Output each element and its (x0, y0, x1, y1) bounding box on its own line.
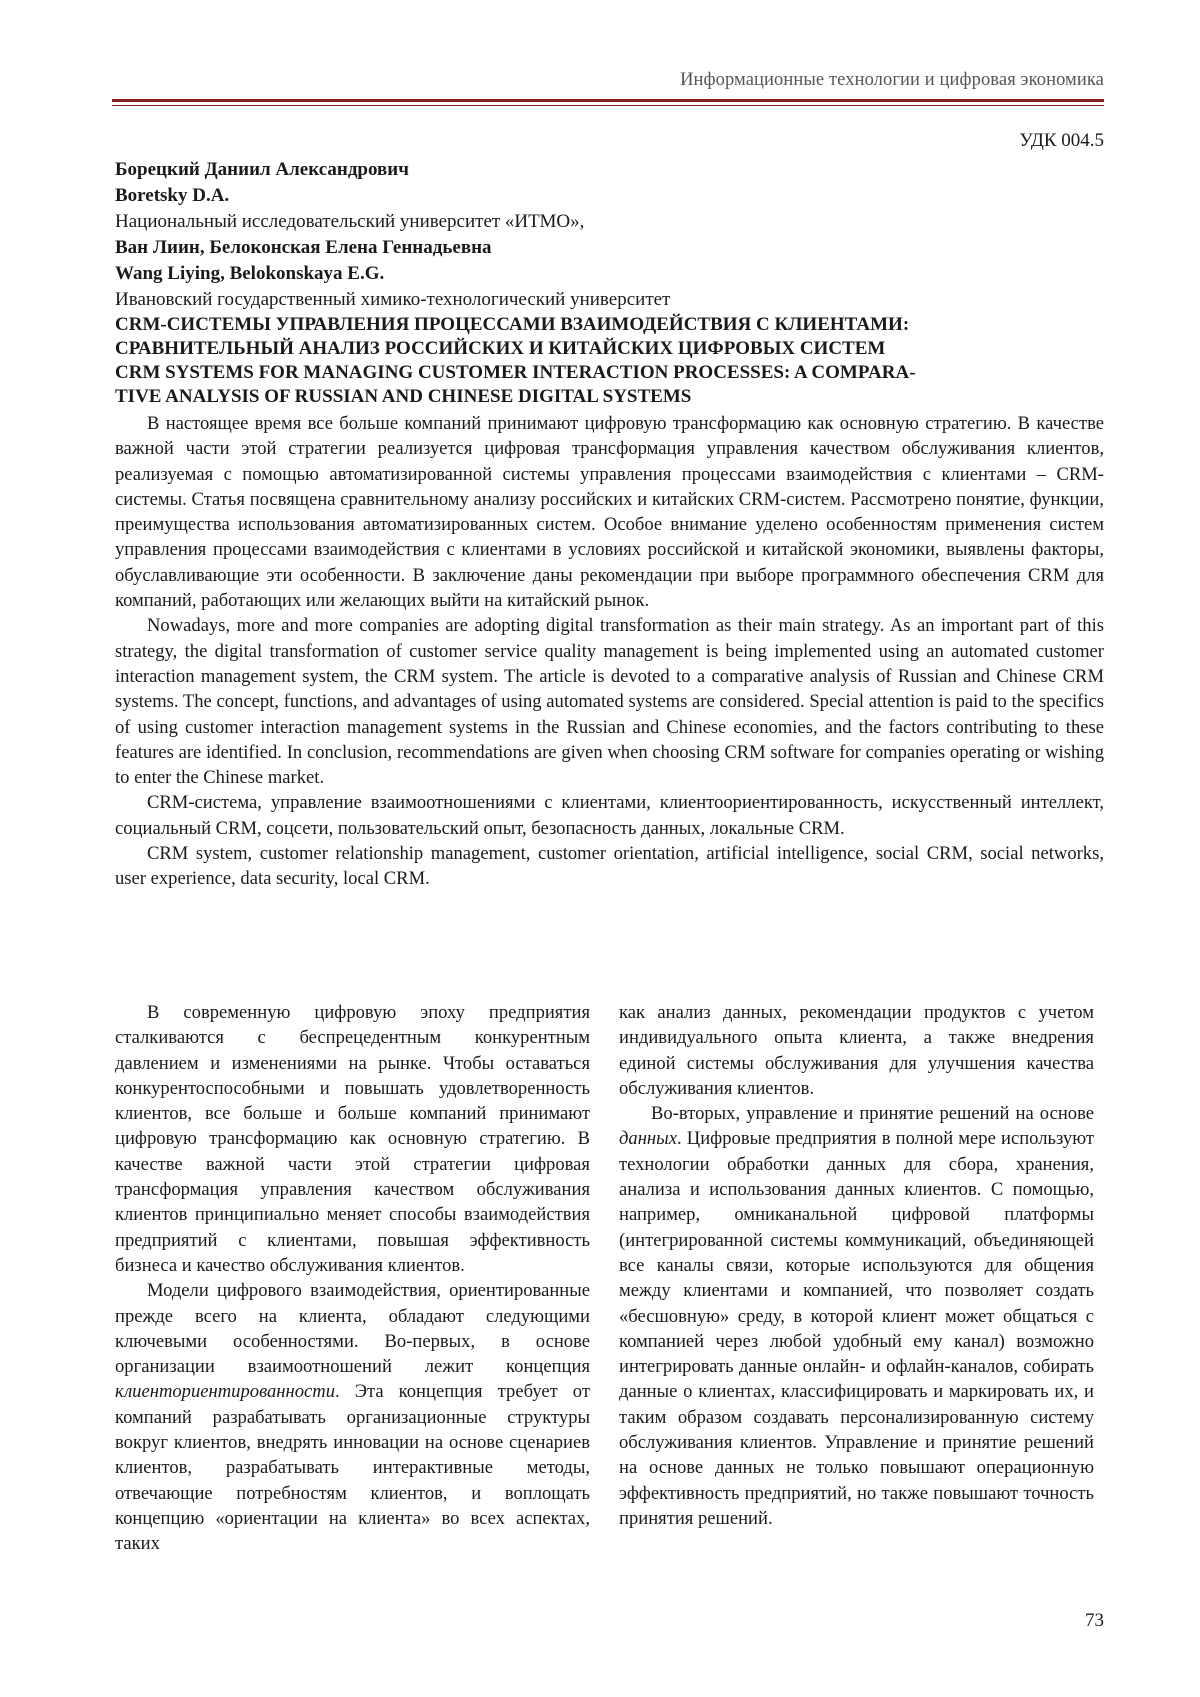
title-ru-line1: CRM-СИСТЕМЫ УПРАВЛЕНИЯ ПРОЦЕССАМИ ВЗАИМОДЕЙСТВИЯ С КЛИЕНТАМИ: (115, 314, 910, 335)
title-ru-line2: СРАВНИТЕЛЬНЫЙ АНАЛИЗ РОССИЙСКИХ И КИТАЙСКИХ ЦИФРОВЫХ СИСТЕМ (115, 338, 886, 359)
authors2-en: Wang Liying, Belokonskaya E.G. (115, 263, 385, 284)
keywords-en: CRM system, customer relationship management, customer orientation, artificial intelligence, social CRM, social networks, user experience, data security, local CRM. (115, 843, 1104, 890)
page-number: 73 (1085, 1610, 1104, 1631)
body-column-left (115, 1000, 590, 1557)
author1-en: Boretsky D.A. (115, 185, 230, 206)
abstract-ru: В настоящее время все больше компаний принимают цифровую трансформацию как основную стратегию. В качестве важной части этой стратегии реализуется цифровая трансформация управления качеством обслуживания клиентов, реализуемая с помощью автоматизированной системы управления процессами взаимодействия с клиентами – CRM-системы. Статья посвящена сравнительному анализу российских и китайских CRM-систем. Рассмотрено понятие, функции, преимущества использования автоматизированных систем. Особое внимание уделено особенностям применения систем управления процессами взаимодействия с клиентами в условиях российской и китайской экономики, выявлены факторы, обуславливающие эти особенности. В заключение даны рекомендации при выборе программного обеспечения CRM для компаний, работающих или желающих выйти на китайский рынок. (115, 413, 1104, 612)
affiliation2: Ивановский государственный химико-технологический университет (115, 289, 671, 310)
affiliation1: Национальный исследовательский университет «ИТМО», (115, 211, 585, 232)
title-en-line2: TIVE ANALYSIS OF RUSSIAN AND CHINESE DIGITAL SYSTEMS (115, 386, 692, 407)
body-emphasis: данных (619, 1128, 677, 1150)
body-text: Модели цифрового взаимодействия, ориентированные прежде всего на клиента, обладают следующими ключевыми особенностями. Во-первых, в основе организации взаимоотношений лежит концепция (115, 1280, 590, 1378)
body-paragraph (115, 1278, 590, 1556)
body-column-right (619, 1000, 1094, 1531)
authors2-ru: Ван Лиин, Белоконская Елена Геннадьевна (115, 237, 492, 258)
body-text: . Цифровые предприятия в полной мере используют технологии обработки данных для сбора, хранения, анализа и использования данных клиентов. С помощью, например, омниканальной цифровой платформы (интегрированной системы коммуникаций, объединяющей все каналы связи, которые используются для общения между клиентами и компанией, что позволяет создать «бесшовную» среду, в которой клиент может общаться с компанией через любой удобный ему канал) возможно интегрировать данные онлайн- и офлайн-каналов, собирать данные о клиентах, классифицировать и маркировать их, и таким образом создавать персонализированную систему обслуживания клиентов. Управление и принятие решений на основе данных не только повышают операционную эффективность предприятий, но также повышают точность принятия решений. (619, 1128, 1094, 1529)
udk-code: УДК 004.5 (1019, 130, 1104, 151)
keywords-ru: CRM-система, управление взаимоотношениями с клиентами, клиентоориентированность, искусственный интеллект, социальный CRM, соцсети, пользовательский опыт, безопасность данных, локальные CRM. (115, 792, 1104, 839)
body-paragraph: как анализ данных, рекомендации продуктов с учетом индивидуального опыта клиента, а также внедрения единой системы обслуживания для улучшения качества обслуживания клиентов. (619, 1002, 1094, 1099)
body-emphasis: клиенториентированности (115, 1381, 336, 1403)
abstract-en: Nowadays, more and more companies are adopting digital transformation as their main strategy. As an important part of this strategy, the digital transformation of customer service quality management is being implemented using an automated customer interaction management system, the CRM system. The article is devoted to a comparative analysis of Russian and Chinese CRM systems. The concept, functions, and advantages of using automated systems are considered. Special attention is paid to the specifics of using customer interaction management systems in the Russian and Chinese economies, and the factors contributing to these features are identified. In conclusion, recommendations are given when choosing CRM software for companies operating or wishing to enter the Chinese market. (115, 615, 1104, 789)
header-rule-thick (112, 99, 1104, 102)
body-paragraph: В современную цифровую эпоху предприятия сталкиваются с беспрецедентным конкурентным давлением и изменениями на рынке. Чтобы оставаться конкурентоспособными и повышать удовлетворенность клиентов, все больше и больше компаний принимают цифровую трансформацию как основную стратегию. В качестве важной части этой стратегии цифровая трансформация управления качеством обслуживания клиентов принципиально меняет способы взаимодействия предприятий с клиентами, повышая эффективность бизнеса и качество обслуживания клиентов. (115, 1002, 590, 1276)
title-en-line1: CRM SYSTEMS FOR MANAGING CUSTOMER INTERACTION PROCESSES: A COMPARA- (115, 362, 916, 383)
body-text: Во-вторых, управление и принятие решений на основе (651, 1103, 1094, 1125)
body-text: . Эта концепция требует от компаний разрабатывать организационные структуры вокруг клиентов, внедрять инновации на основе сценариев клиентов, разрабатывать интерактивные методы, отвечающие потребностям клиентов, и воплощать концепцию «ориентации на клиента» во всех аспектах, таких (115, 1381, 590, 1555)
running-head: Информационные технологии и цифровая экономика (680, 70, 1104, 90)
header-rule-thin (112, 105, 1104, 106)
author1-ru: Борецкий Даниил Александрович (115, 159, 409, 180)
body-paragraph (619, 1101, 1094, 1531)
article-header (115, 157, 1104, 409)
abstract (115, 411, 1104, 892)
